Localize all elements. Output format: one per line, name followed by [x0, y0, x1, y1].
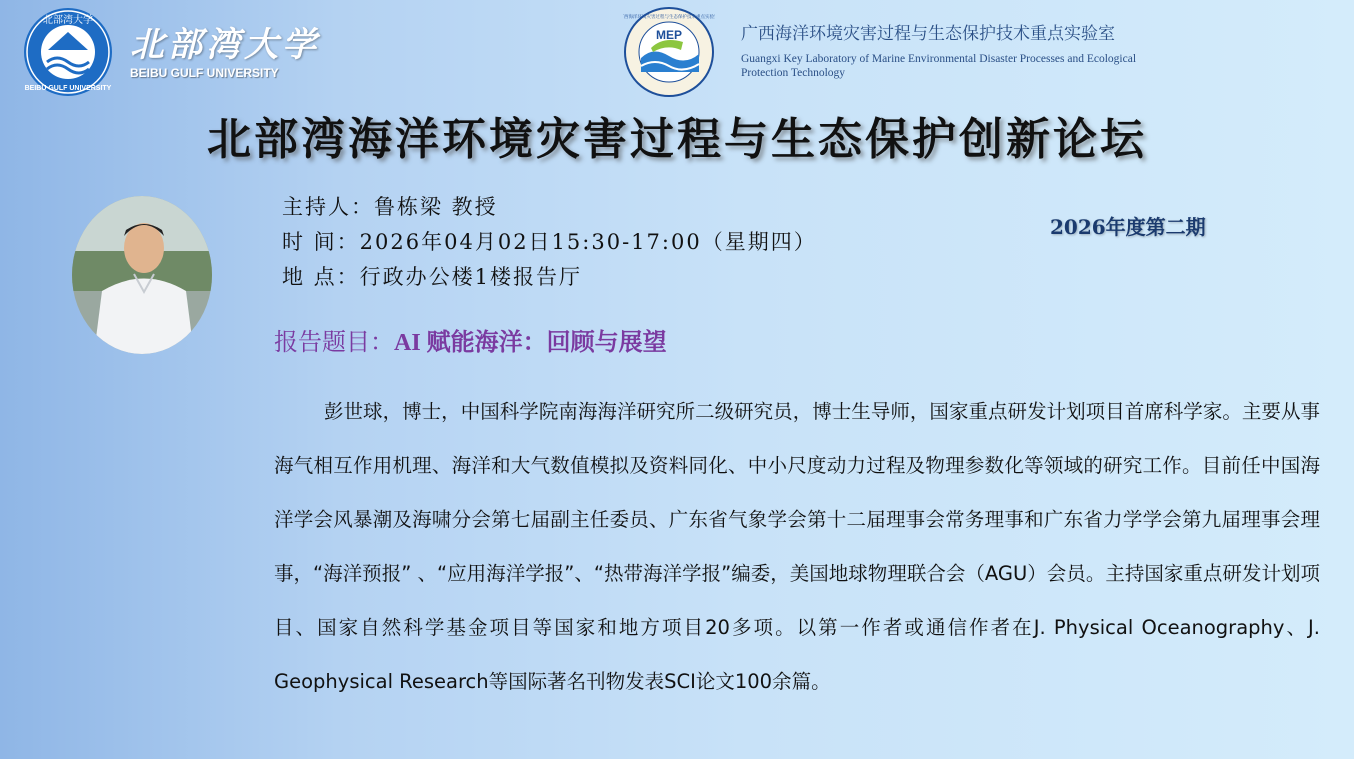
report-heading	[274, 322, 667, 357]
issue-label: 2026年度第二期	[1050, 215, 1206, 239]
university-name	[130, 26, 320, 80]
report-label: 报告题目：	[274, 328, 394, 356]
university-logo	[22, 6, 114, 98]
report-title: AI 赋能海洋：回顾与展望	[394, 330, 667, 356]
lab-name-en: Guangxi Key Laboratory of Marine Environmental Disaster Processes and Ecological Protection Technology	[741, 53, 1137, 79]
university-name-cn: 北部湾大学	[130, 25, 320, 65]
mep-logo-ring: 广西海洋环境灾害过程与生态保护技术重点实验室	[623, 15, 715, 20]
speaker-photo	[72, 196, 212, 354]
mep-logo	[623, 6, 715, 98]
place-line: 地 点：行政办公楼1楼报告厅	[282, 265, 583, 289]
host-line: 主持人：鲁栋梁 教授	[282, 195, 498, 219]
university-name-en: BEIBU GULF UNIVERSITY	[130, 66, 279, 80]
mep-logo-text: MEP	[655, 28, 683, 42]
time-line: 时 间：2026年04月02日15:30-17:00（星期四）	[282, 230, 817, 254]
logo-ring-cn: 北部湾大学	[43, 15, 93, 26]
speaker-bio: 彭世球，博士，中国科学院南海海洋研究所二级研究员，博士生导师，国家重点研发计划项目首席科学家。主要从事海气相互作用机理、海洋和大气数值模拟及资料同化、中小尺度动力过程及物理参数化等领域的研究工作。目前任中国海洋学会风暴潮及海啸分会第七届副主任委员、广东省气象学会第十二届理事会常务理事和广东省力学学会第九届理事会理事，“海洋预报” 、“应用海洋学报”、“热带海洋学报”编委，美国地球物理联合会（AGU）会员。主持国家重点研发计划项目、国家自然科学基金项目等国家和地方项目20多项。以第一作者或通信作者在J. Physical Oceanography、J. Geophysical Research等国际著名刊物发表SCI论文100余篇。	[274, 400, 1320, 693]
forum-title: 北部湾海洋环境灾害过程与生态保护创新论坛	[207, 114, 1147, 165]
event-info	[282, 190, 817, 295]
logo-ring-en: BEIBU GULF UNIVERSITY	[24, 85, 112, 92]
lab-name-cn: 广西海洋环境灾害过程与生态保护技术重点实验室	[741, 24, 1115, 44]
